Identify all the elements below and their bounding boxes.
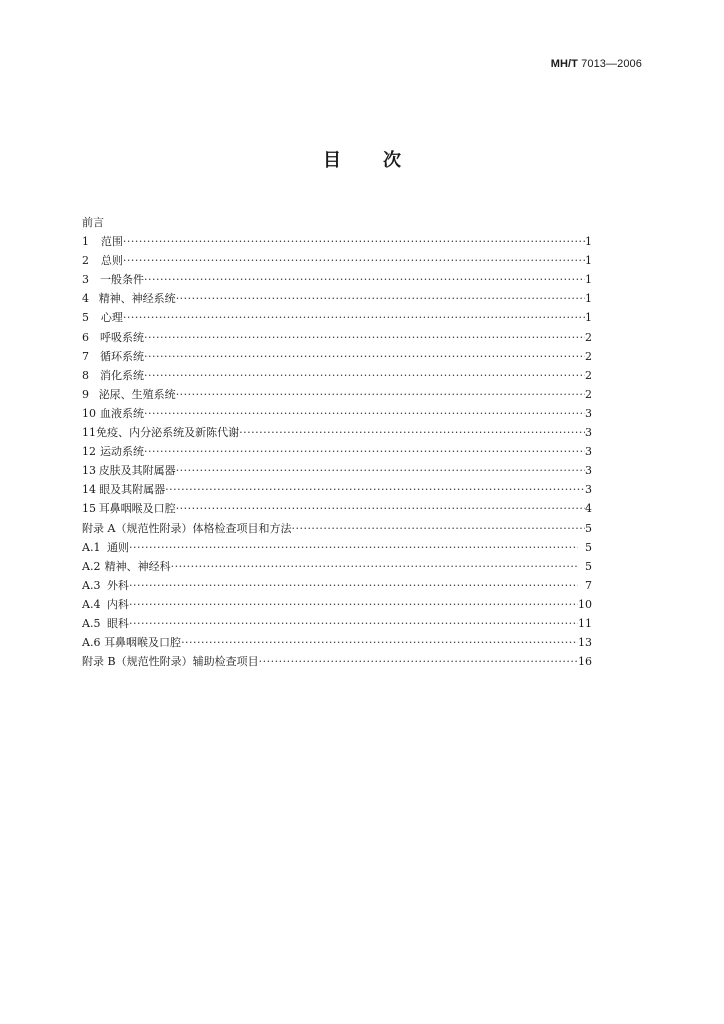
toc-leader	[239, 423, 585, 442]
toc-chapter-number: 15	[82, 502, 96, 516]
toc-chapter-number: 1	[82, 235, 89, 249]
toc-leader	[176, 385, 585, 404]
toc-chapter-page: 1	[585, 292, 592, 306]
toc-chapter-entry[interactable]	[82, 232, 592, 251]
toc-chapter-page: 3	[585, 445, 592, 459]
toc-chapter-label: 总则	[100, 254, 123, 268]
toc-appendix-a-item-page: 5	[585, 540, 592, 554]
toc-chapter-entry[interactable]	[82, 385, 592, 404]
toc-chapter-page: 1	[585, 311, 592, 325]
toc-appendix-a-item-entry[interactable]	[82, 614, 592, 633]
toc-chapter-entry[interactable]	[82, 251, 592, 270]
toc-appendix-a-item-number: A.3	[82, 578, 101, 592]
toc-chapter-page: 3	[585, 406, 592, 420]
toc-chapter-number: 9	[82, 387, 89, 401]
toc-leader	[123, 232, 585, 251]
toc-appendix-a-item-entry[interactable]	[82, 595, 592, 614]
toc-leader	[176, 499, 585, 518]
table-of-contents	[82, 213, 592, 671]
toc-chapter-number: 8	[82, 368, 89, 382]
toc-appendix-a-item-number: A.4	[82, 597, 101, 611]
toc-chapter-entry[interactable]	[82, 289, 592, 308]
toc-leader	[129, 538, 578, 557]
toc-chapter-entry[interactable]	[82, 366, 592, 385]
toc-appendix-b-page: 16	[578, 655, 592, 669]
toc-leader	[176, 461, 585, 480]
toc-chapter-label: 消化系统	[99, 368, 144, 382]
toc-chapter-number: 12	[82, 445, 96, 459]
toc-leader	[144, 328, 585, 347]
toc-chapter-label: 耳鼻咽喉及口腔	[98, 502, 176, 516]
toc-chapter-page: 2	[585, 387, 592, 401]
toc-chapter-number: 5	[82, 311, 89, 325]
toc-chapter-label: 泌尿、生殖系统	[98, 387, 176, 401]
toc-chapter-number: 4	[82, 292, 89, 306]
toc-chapter-page: 1	[585, 273, 592, 287]
toc-chapter-label: 范围	[100, 235, 123, 249]
toc-chapter-label: 呼吸系统	[99, 330, 144, 344]
toc-leader	[181, 633, 578, 652]
toc-appendix-a-item-entry[interactable]	[82, 538, 592, 557]
toc-title-char-2: 次	[383, 150, 401, 171]
toc-leader	[171, 557, 578, 576]
toc-title	[0, 146, 724, 172]
toc-appendix-a[interactable]	[82, 519, 592, 538]
toc-appendix-a-list	[82, 538, 592, 653]
toc-chapter-number: 13	[82, 464, 96, 478]
toc-chapter-entry[interactable]	[82, 442, 592, 461]
toc-chapter-number: 11	[82, 426, 96, 440]
toc-leader	[123, 251, 585, 270]
toc-leader	[176, 289, 585, 308]
toc-chapter-page: 2	[585, 349, 592, 363]
toc-chapter-page: 2	[585, 368, 592, 382]
toc-chapter-number: 14	[82, 483, 96, 497]
toc-leader	[165, 480, 585, 499]
toc-appendix-a-item-page: 7	[585, 578, 592, 592]
toc-leader	[129, 614, 578, 633]
toc-appendix-a-item-number: A.2	[82, 559, 101, 573]
toc-leader	[123, 308, 585, 327]
toc-chapter-page: 1	[585, 235, 592, 249]
toc-chapter-label: 免疫、内分泌系统及新陈代谢	[96, 426, 240, 440]
toc-chapter-entry[interactable]	[82, 404, 592, 423]
toc-appendix-a-item-number: A.6	[82, 636, 101, 650]
toc-chapter-entry[interactable]	[82, 499, 592, 518]
toc-chapter-number: 6	[82, 330, 89, 344]
toc-chapter-number: 7	[82, 349, 89, 363]
toc-chapter-number: 3	[82, 273, 89, 287]
toc-chapter-entry[interactable]	[82, 270, 592, 289]
toc-leader	[144, 442, 585, 461]
toc-chapter-entry[interactable]	[82, 480, 592, 499]
toc-appendix-a-item-entry[interactable]	[82, 557, 592, 576]
toc-chapter-label: 精神、神经系统	[98, 292, 176, 306]
toc-leader	[144, 404, 585, 423]
toc-chapter-label: 一般条件	[99, 273, 144, 287]
toc-foreword[interactable]	[82, 213, 592, 232]
toc-title-char-1: 目	[323, 150, 341, 171]
toc-chapter-entry[interactable]	[82, 461, 592, 480]
toc-chapter-number: 10	[82, 406, 96, 420]
toc-chapter-label: 皮肤及其附属器	[98, 464, 176, 478]
toc-appendix-b-label: 附录 B（规范性附录）辅助检查项目	[82, 655, 259, 669]
toc-chapter-entry[interactable]	[82, 328, 592, 347]
toc-leader	[144, 366, 585, 385]
toc-chapter-label: 循环系统	[99, 349, 144, 363]
document-code-number: 7013—2006	[578, 58, 642, 70]
document-code-prefix: MH/T	[550, 58, 578, 70]
toc-appendix-a-item-entry[interactable]	[82, 576, 592, 595]
toc-chapter-list	[82, 232, 592, 518]
toc-chapter-page: 1	[585, 254, 592, 268]
toc-chapter-number: 2	[82, 254, 89, 268]
toc-leader	[144, 270, 585, 289]
toc-appendix-b[interactable]	[82, 652, 592, 671]
toc-appendix-a-item-label: 通则	[106, 540, 129, 554]
toc-chapter-label: 运动系统	[99, 445, 144, 459]
document-code	[551, 58, 642, 70]
toc-appendix-a-item-page: 10	[578, 597, 592, 611]
toc-chapter-label: 血液系统	[99, 406, 144, 420]
toc-chapter-page: 3	[585, 426, 592, 440]
toc-chapter-label: 心理	[100, 311, 123, 325]
toc-chapter-page: 4	[585, 502, 592, 516]
toc-chapter-page: 2	[585, 330, 592, 344]
toc-appendix-a-item-number: A.5	[82, 616, 101, 630]
toc-appendix-a-item-entry[interactable]	[82, 633, 592, 652]
toc-appendix-a-page: 5	[585, 521, 592, 535]
toc-appendix-a-item-label: 眼科	[106, 616, 129, 630]
toc-appendix-a-item-label: 耳鼻咽喉及口腔	[104, 636, 182, 650]
toc-chapter-entry[interactable]	[82, 347, 592, 366]
toc-leader	[291, 519, 585, 538]
toc-appendix-a-item-label: 内科	[106, 597, 129, 611]
toc-chapter-label: 眼及其附属器	[99, 483, 166, 497]
toc-leader	[259, 652, 578, 671]
toc-chapter-entry[interactable]	[82, 423, 592, 442]
toc-leader	[129, 595, 578, 614]
toc-chapter-entry[interactable]	[82, 308, 592, 327]
toc-chapter-page: 3	[585, 483, 592, 497]
toc-appendix-a-label: 附录 A（规范性附录）体格检查项目和方法	[82, 521, 292, 535]
toc-appendix-a-item-page: 13	[578, 636, 592, 650]
toc-appendix-a-item-number: A.1	[82, 540, 101, 554]
toc-appendix-a-item-page: 5	[585, 559, 592, 573]
toc-chapter-page: 3	[585, 464, 592, 478]
toc-foreword-label: 前言	[82, 216, 104, 229]
toc-appendix-a-item-label: 精神、神经科	[104, 559, 171, 573]
toc-leader	[129, 576, 578, 595]
toc-appendix-a-item-page: 11	[578, 616, 592, 630]
toc-leader	[144, 347, 585, 366]
toc-appendix-a-item-label: 外科	[106, 578, 129, 592]
